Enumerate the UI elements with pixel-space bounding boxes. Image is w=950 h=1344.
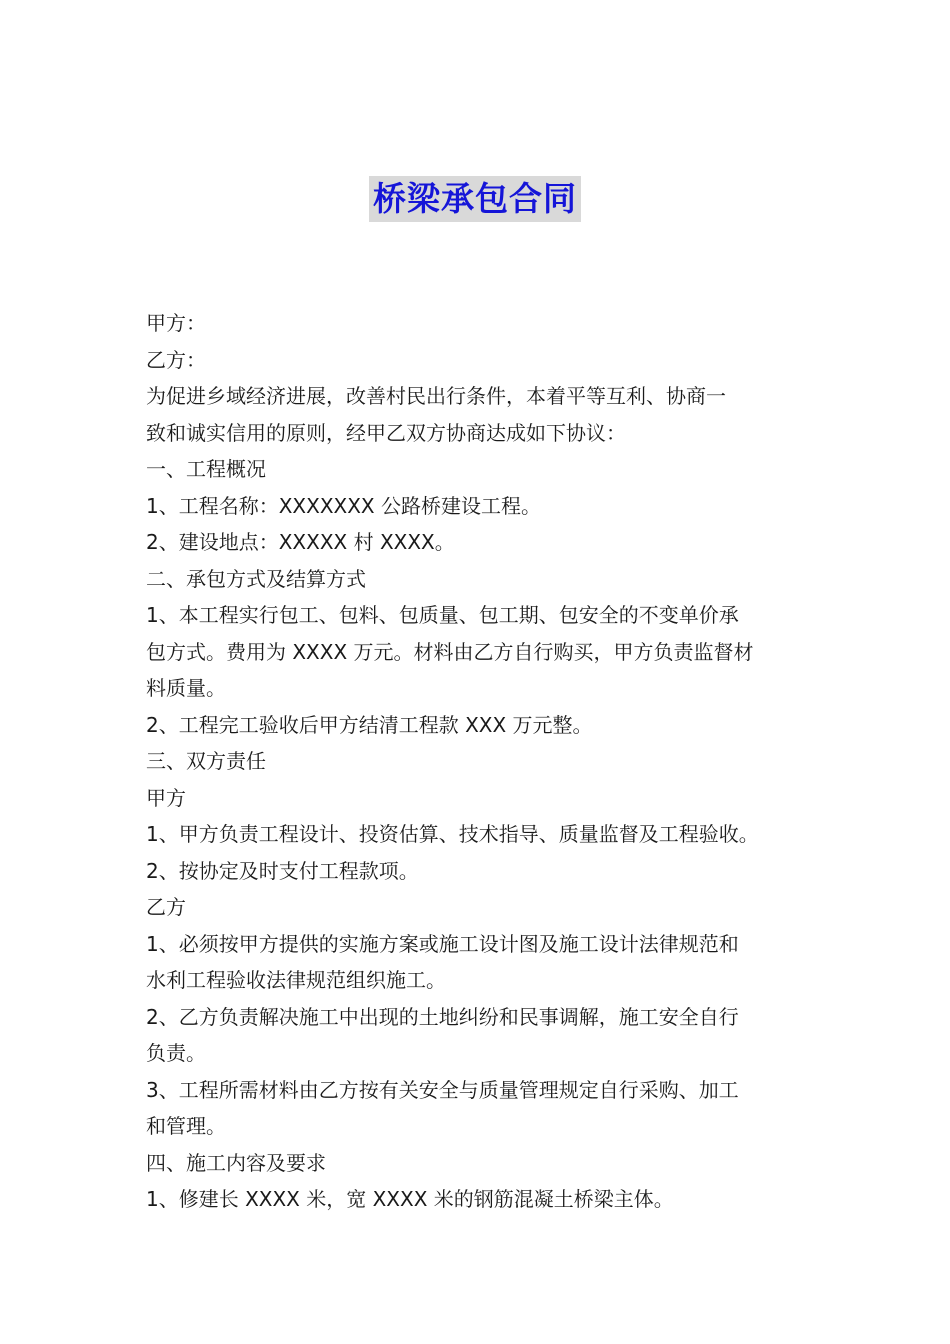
subsection-heading: 甲方 xyxy=(146,785,186,810)
clause-line: 和管理。 xyxy=(146,1114,226,1138)
clause-line: 3、工程所需材料由乙方按有关安全与质量管理规定自行采购、加工 xyxy=(146,1077,739,1102)
clause-line: 1、修建长 XXXX 米，宽 XXXX 米的钢筋混凝土桥梁主体。 xyxy=(146,1187,674,1211)
clause-line: 水利工程验收法律规范组织施工。 xyxy=(146,968,446,992)
section-heading: 二、承包方式及结算方式 xyxy=(146,566,366,591)
section-heading: 三、双方责任 xyxy=(146,749,266,773)
title-container xyxy=(0,176,950,222)
party-a-label: 甲方： xyxy=(146,311,206,335)
clause-line: 2、工程完工验收后甲方结清工程款 XXX 万元整。 xyxy=(146,712,593,737)
section-heading: 四、施工内容及要求 xyxy=(146,1150,326,1175)
clause-line: 1、甲方负责工程设计、投资估算、技术指导、质量监督及工程验收。 xyxy=(146,822,759,846)
clause-line: 1、本工程实行包工、包料、包质量、包工期、包安全的不变单价承 xyxy=(146,603,739,627)
clause-line: 1、工程名称：XXXXXXX 公路桥建设工程。 xyxy=(146,493,541,518)
clause-line: 1、必须按甲方提供的实施方案或施工设计图及施工设计法律规范和 xyxy=(146,931,739,956)
document-title: 桥梁承包合同 xyxy=(369,176,581,222)
clause-line: 2、建设地点：XXXXX 村 XXXX。 xyxy=(146,530,455,554)
party-b-label: 乙方： xyxy=(146,347,206,372)
preamble-line: 为促进乡域经济进展，改善村民出行条件，本着平等互利、协商一 xyxy=(146,384,726,408)
clause-line: 包方式。费用为 XXXX 万元。材料由乙方自行购买，甲方负责监督材 xyxy=(146,639,754,664)
clause-line: 2、乙方负责解决施工中出现的土地纠纷和民事调解，施工安全自行 xyxy=(146,1004,739,1029)
section-heading: 一、工程概况 xyxy=(146,457,266,481)
preamble-line: 致和诚实信用的原则，经甲乙双方协商达成如下协议： xyxy=(146,420,626,445)
clause-line: 负责。 xyxy=(146,1041,206,1065)
clause-line: 料质量。 xyxy=(146,676,226,700)
document-body xyxy=(146,305,826,1218)
subsection-heading: 乙方 xyxy=(146,895,186,919)
clause-line: 2、按协定及时支付工程款项。 xyxy=(146,858,419,883)
